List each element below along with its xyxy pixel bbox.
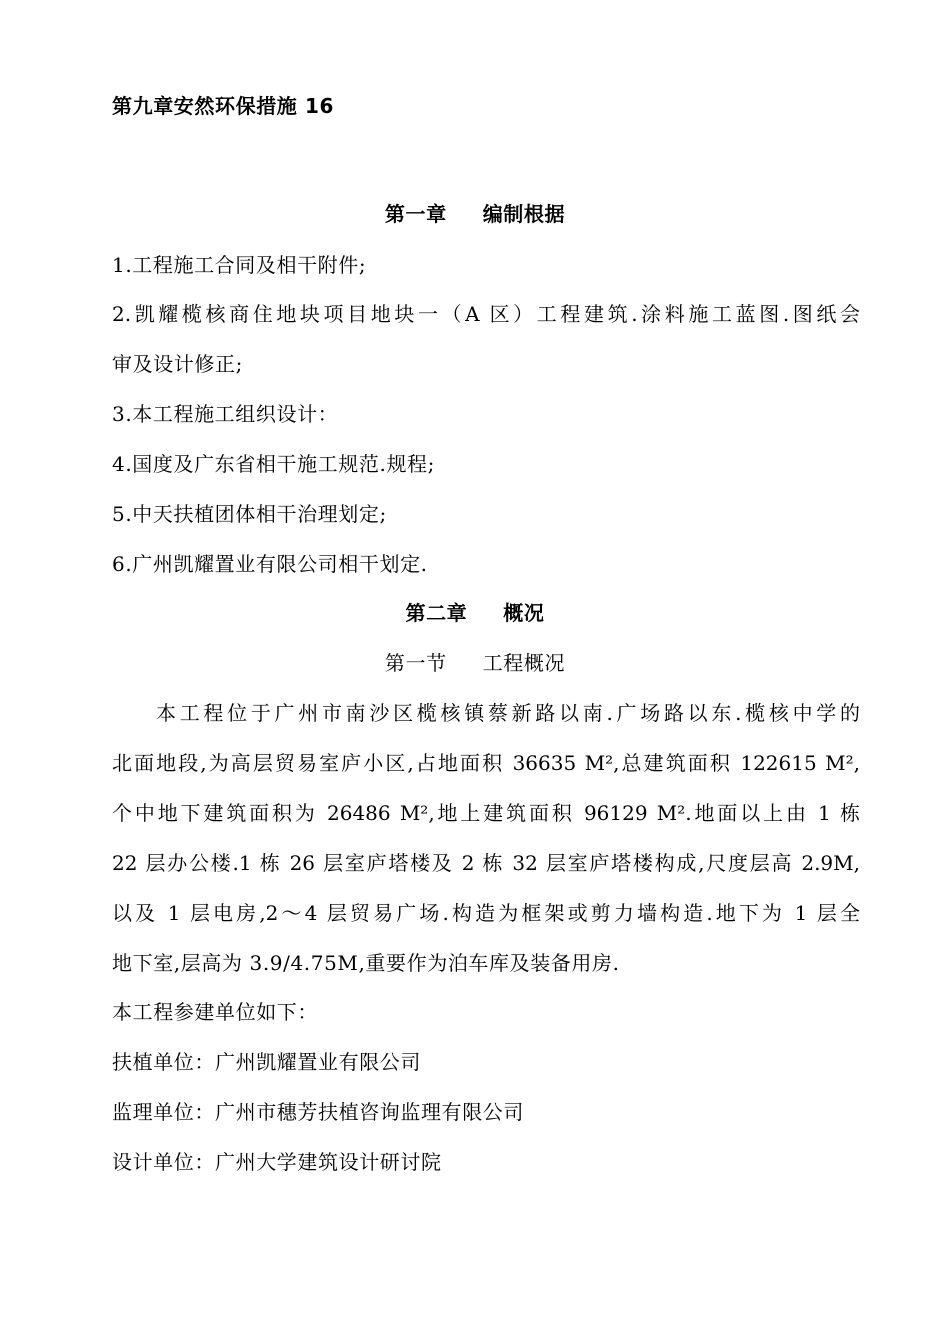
overview-line-1: 本工程位于广州市南沙区榄核镇蔡新路以南.广场路以东.榄核中学的: [156, 701, 860, 725]
chapter-1-number: 第一章: [384, 202, 447, 226]
basis-item-1: 1.工程施工合同及相干附件;: [112, 253, 367, 277]
chapter-2-heading: [0, 599, 950, 627]
overview-line-2: 北面地段,为高层贸易室庐小区,占地面积 36635 M²,总建筑面积 122615 M²,: [112, 751, 860, 775]
participant-supervisor: 监理单位：广州市穗芳扶植咨询监理有限公司: [112, 1100, 524, 1124]
basis-item-6: 6.广州凯耀置业有限公司相干划定.: [112, 552, 428, 576]
chapter-2-number: 第二章: [405, 601, 468, 625]
section-1-title: 工程概况: [482, 651, 566, 675]
participants-intro: 本工程参建单位如下：: [112, 1000, 318, 1024]
section-1-number: 第一节: [384, 651, 447, 675]
section-1-heading: [0, 649, 950, 677]
toc-line: 第九章安然环保措施 16: [112, 94, 334, 118]
participant-owner: 扶植单位：广州凯耀置业有限公司: [112, 1050, 421, 1074]
basis-item-4: 4.国度及广东省相干施工规范.规程;: [112, 452, 435, 476]
overview-line-6: 地下室,层高为 3.9/4.75M,重要作为泊车库及装备用房.: [112, 951, 620, 975]
chapter-2-title: 概况: [503, 601, 545, 625]
basis-item-3: 3.本工程施工组织设计：: [112, 402, 339, 426]
chapter-1-heading: [0, 200, 950, 228]
overview-line-5: 以及 1 层电房,2～4 层贸易广场.构造为框架或剪力墙构造.地下为 1 层全: [112, 901, 860, 925]
basis-item-2-continued: 审及设计修正;: [112, 352, 243, 376]
chapter-1-title: 编制根据: [482, 202, 566, 226]
basis-item-2: 2.凯耀榄核商住地块项目地块一（A 区）工程建筑.涂料施工蓝图.图纸会: [112, 302, 860, 326]
overview-line-4: 22 层办公楼.1 栋 26 层室庐塔楼及 2 栋 32 层室庐塔楼构成,尺度层高 2.9M,: [112, 851, 860, 875]
overview-line-3: 个中地下建筑面积为 26486 M²,地上建筑面积 96129 M².地面以上由 1 栋: [112, 801, 860, 825]
basis-item-5: 5.中天扶植团体相干治理划定;: [112, 502, 387, 526]
participant-designer: 设计单位：广州大学建筑设计研讨院: [112, 1150, 442, 1174]
